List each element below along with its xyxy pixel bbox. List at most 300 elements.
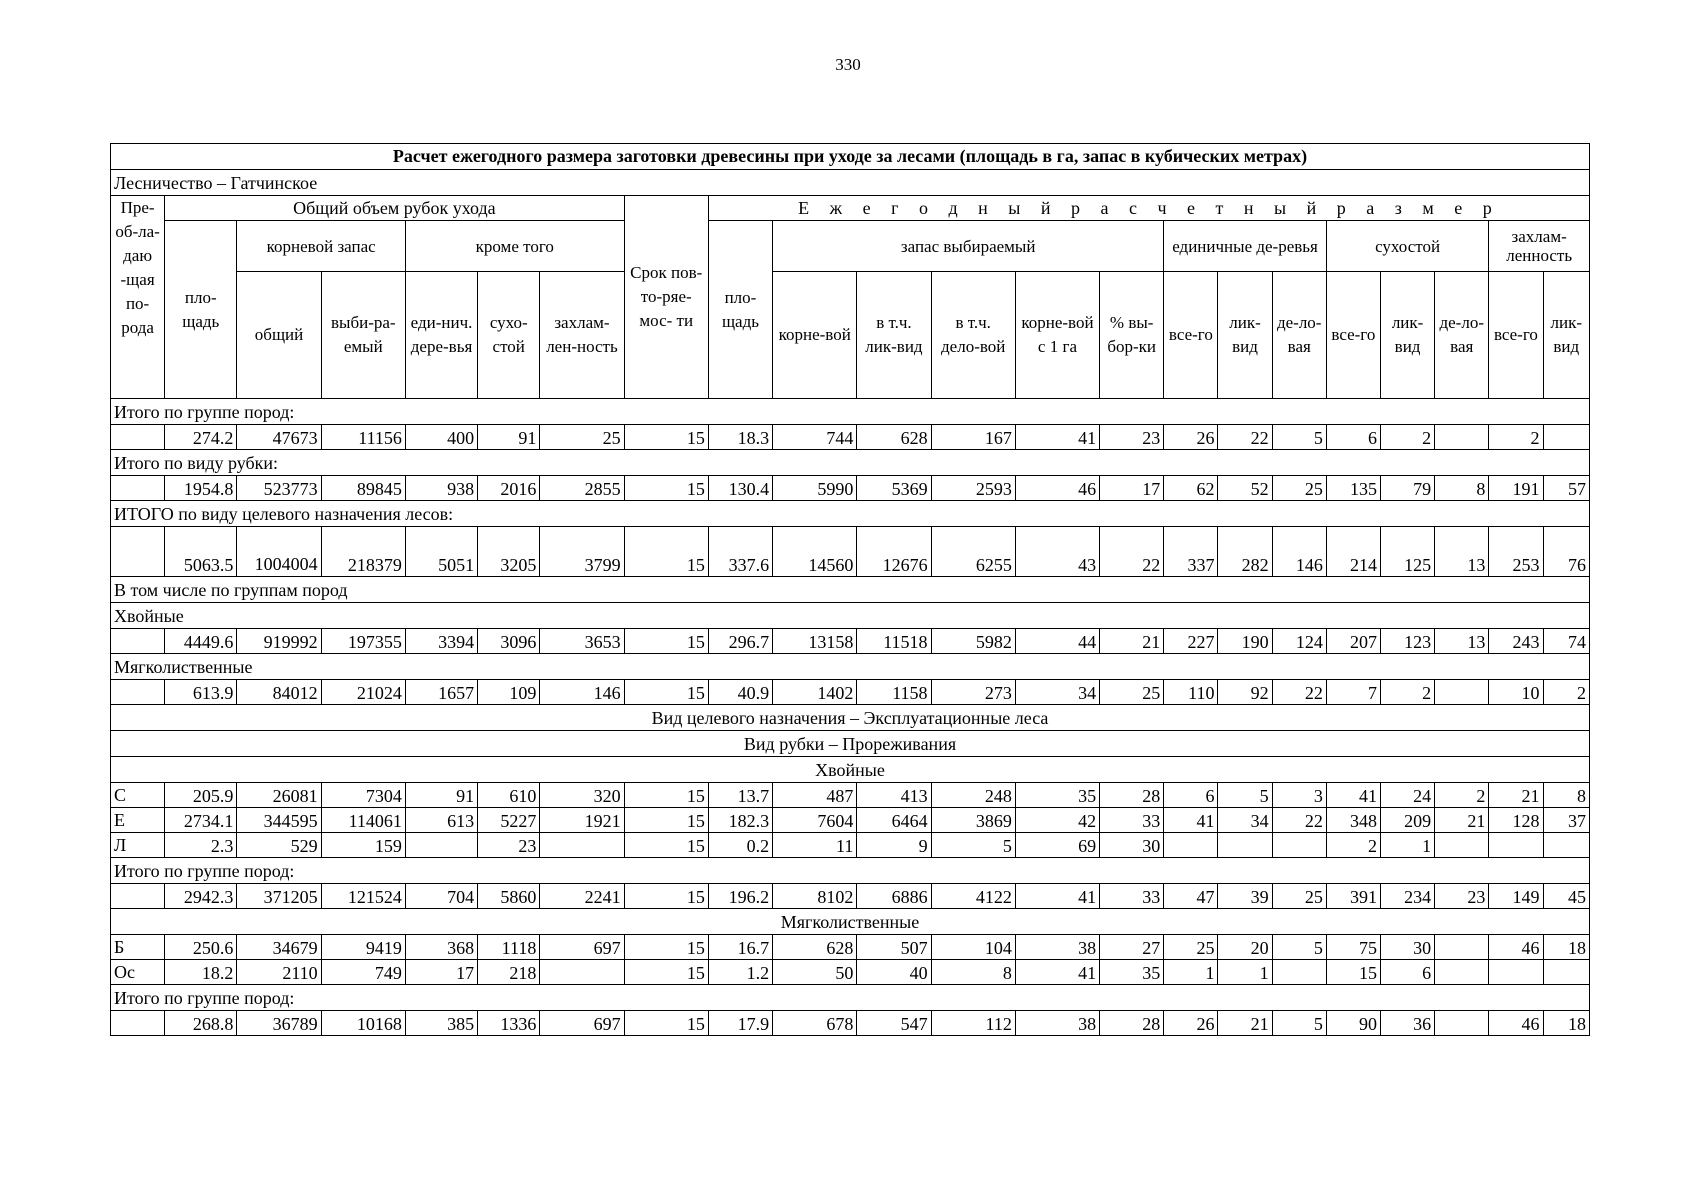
table-row	[111, 1011, 1590, 1036]
table-row	[111, 476, 1590, 501]
table-cell: 23	[1435, 884, 1489, 909]
table-cell: 44	[1015, 629, 1099, 654]
table-cell: 8	[1543, 783, 1590, 808]
species-cell: Б	[111, 935, 165, 960]
table-cell: 6255	[931, 527, 1015, 577]
table-cell	[1164, 833, 1218, 858]
table-cell: 1657	[405, 680, 477, 705]
table-cell: 613	[405, 808, 477, 833]
table-cell: 11156	[321, 425, 405, 450]
table-cell: 34	[1218, 808, 1272, 833]
table-cell: 487	[773, 783, 857, 808]
table-cell: 18	[1543, 935, 1590, 960]
table-cell: 344595	[237, 808, 321, 833]
table-cell: 28	[1100, 783, 1164, 808]
table-cell: 507	[857, 935, 931, 960]
subheader-single-business: де-ло-вая	[1272, 272, 1326, 399]
page-number: 330	[835, 55, 861, 74]
species-cell	[111, 425, 165, 450]
table-cell: 196.2	[708, 884, 772, 909]
table-cell	[1435, 935, 1489, 960]
table-cell: 52	[1218, 476, 1272, 501]
subheader-dead-business: де-ло-вая	[1435, 272, 1489, 399]
table-cell: 35	[1100, 960, 1164, 985]
subheader-root: корне-вой	[773, 272, 857, 399]
table-cell: 0.2	[708, 833, 772, 858]
subheader-pct-selected: % вы-бор-ки	[1100, 272, 1164, 399]
table-cell: 130.4	[708, 476, 772, 501]
table-cell: 253	[1489, 527, 1543, 577]
table-cell: 2	[1380, 425, 1434, 450]
table-cell: 28	[1100, 1011, 1164, 1036]
species-cell	[111, 527, 165, 577]
table-cell: 214	[1326, 527, 1380, 577]
subheader-selected: выби-ра-емый	[321, 272, 405, 399]
table-cell: 41	[1326, 783, 1380, 808]
table-cell: 27	[1100, 935, 1164, 960]
table-cell: 190	[1218, 629, 1272, 654]
table-cell: 21024	[321, 680, 405, 705]
table-cell: 69	[1015, 833, 1099, 858]
table-cell: 3799	[540, 527, 624, 577]
section-label: Хвойные	[111, 603, 1590, 629]
table-cell: 5	[1272, 935, 1326, 960]
table-cell: 21	[1100, 629, 1164, 654]
annual-size-header: Е ж е г о д н ы й р а с ч е т н ы й р а з м е р	[708, 196, 1589, 221]
table-cell: 8	[1435, 476, 1489, 501]
table-cell: 6	[1326, 425, 1380, 450]
table-cell: 17	[405, 960, 477, 985]
table-cell: 22	[1272, 680, 1326, 705]
table-cell: 2.3	[165, 833, 237, 858]
table-cell: 16.7	[708, 935, 772, 960]
table-cell	[1272, 833, 1326, 858]
table-cell: 6	[1380, 960, 1434, 985]
table-cell: 33	[1100, 808, 1164, 833]
species-cell: Е	[111, 808, 165, 833]
table-cell	[1435, 680, 1489, 705]
table-cell: 57	[1543, 476, 1590, 501]
table-cell: 76	[1543, 527, 1590, 577]
table-cell: 1118	[478, 935, 540, 960]
table-cell: 125	[1380, 527, 1434, 577]
table-cell: 20	[1218, 935, 1272, 960]
table-cell: 1158	[857, 680, 931, 705]
table-cell: 296.7	[708, 629, 772, 654]
table-cell: 697	[540, 935, 624, 960]
table-row	[111, 935, 1590, 960]
table-cell: 938	[405, 476, 477, 501]
table-cell: 2110	[237, 960, 321, 985]
table-cell: 2	[1489, 425, 1543, 450]
table-cell: 167	[931, 425, 1015, 450]
table-cell: 22	[1100, 527, 1164, 577]
table-cell: 50	[773, 960, 857, 985]
table-cell: 159	[321, 833, 405, 858]
table-cell: 209	[1380, 808, 1434, 833]
table-cell: 18.2	[165, 960, 237, 985]
table-cell: 41	[1015, 884, 1099, 909]
table-cell: 6886	[857, 884, 931, 909]
forestry-label: Лесничество – Гатчинское	[111, 170, 1590, 196]
table-cell: 2	[1435, 783, 1489, 808]
table-cell: 79	[1380, 476, 1434, 501]
table-cell: 10	[1489, 680, 1543, 705]
table-cell: 7	[1326, 680, 1380, 705]
table-cell: 18	[1543, 1011, 1590, 1036]
table-cell: 348	[1326, 808, 1380, 833]
table-cell: 2	[1380, 680, 1434, 705]
table-cell: 13.7	[708, 783, 772, 808]
table-cell: 39	[1218, 884, 1272, 909]
table-cell: 5	[931, 833, 1015, 858]
table-cell: 523773	[237, 476, 321, 501]
subheader-dead-total: все-го	[1326, 272, 1380, 399]
table-cell: 41	[1015, 960, 1099, 985]
table-cell: 8102	[773, 884, 857, 909]
table-cell: 46	[1489, 1011, 1543, 1036]
table-cell: 1921	[540, 808, 624, 833]
table-cell	[1435, 833, 1489, 858]
table-cell: 11518	[857, 629, 931, 654]
table-cell: 744	[773, 425, 857, 450]
table-cell	[1489, 833, 1543, 858]
table-cell: 91	[478, 425, 540, 450]
table-cell: 13	[1435, 629, 1489, 654]
species-cell	[111, 680, 165, 705]
table-cell: 15	[1326, 960, 1380, 985]
table-cell: 21	[1218, 1011, 1272, 1036]
table-cell: 628	[857, 425, 931, 450]
table-cell: 1	[1218, 960, 1272, 985]
table-row	[111, 527, 1590, 577]
table-cell: 1954.8	[165, 476, 237, 501]
table-cell: 2016	[478, 476, 540, 501]
table-cell: 9419	[321, 935, 405, 960]
table-cell: 13	[1435, 527, 1489, 577]
subheader-incl-business: в т.ч. дело-вой	[931, 272, 1015, 399]
table-cell: 104	[931, 935, 1015, 960]
table-cell: 91	[405, 783, 477, 808]
table-cell: 218379	[321, 527, 405, 577]
table-cell: 22	[1272, 808, 1326, 833]
table-cell: 7604	[773, 808, 857, 833]
table-cell: 320	[540, 783, 624, 808]
table-cell	[1489, 960, 1543, 985]
table-cell: 337	[1164, 527, 1218, 577]
table-cell: 15	[624, 833, 708, 858]
table-cell: 33	[1100, 884, 1164, 909]
table-cell: 15	[624, 527, 708, 577]
table-cell: 23	[478, 833, 540, 858]
table-cell: 149	[1489, 884, 1543, 909]
table-cell: 47	[1164, 884, 1218, 909]
table-cell: 15	[624, 1011, 708, 1036]
table-cell: 5	[1272, 1011, 1326, 1036]
table-cell: 30	[1100, 833, 1164, 858]
period-header: Срок пов- то-ряе-мос- ти	[624, 196, 708, 399]
species-cell	[111, 884, 165, 909]
table-cell	[1543, 960, 1590, 985]
table-cell: 3205	[478, 527, 540, 577]
table-cell: 5	[1272, 425, 1326, 450]
table-cell: 41	[1164, 808, 1218, 833]
table-cell: 218	[478, 960, 540, 985]
table-cell: 371205	[237, 884, 321, 909]
table-cell: 268.8	[165, 1011, 237, 1036]
selected-stock-header: запас выбираемый	[773, 221, 1164, 272]
table-cell: 74	[1543, 629, 1590, 654]
table-cell: 1	[1164, 960, 1218, 985]
species-cell	[111, 476, 165, 501]
table-cell: 234	[1380, 884, 1434, 909]
table-cell: 46	[1015, 476, 1099, 501]
table-cell: 207	[1326, 629, 1380, 654]
table-cell: 41	[1015, 425, 1099, 450]
table-cell: 15	[624, 884, 708, 909]
table-cell: 15	[624, 680, 708, 705]
species-cell: Ос	[111, 960, 165, 985]
table-cell: 368	[405, 935, 477, 960]
table-cell: 38	[1015, 1011, 1099, 1036]
subheader-litter: захлам-лен-ность	[540, 272, 624, 399]
table-cell: 34	[1015, 680, 1099, 705]
table-cell: 35	[1015, 783, 1099, 808]
table-cell: 62	[1164, 476, 1218, 501]
table-cell: 5051	[405, 527, 477, 577]
table-cell: 8	[931, 960, 1015, 985]
table-cell: 704	[405, 884, 477, 909]
subheader-single-total: все-го	[1164, 272, 1218, 399]
table-cell: 22	[1218, 425, 1272, 450]
table-cell: 25	[1272, 476, 1326, 501]
section-label: Итого по виду рубки:	[111, 450, 1590, 476]
table-cell: 90	[1326, 1011, 1380, 1036]
table-cell: 128	[1489, 808, 1543, 833]
subheader-dead-liquid: лик-вид	[1380, 272, 1434, 399]
table-cell: 114061	[321, 808, 405, 833]
table-cell: 25	[1100, 680, 1164, 705]
table-cell: 109	[478, 680, 540, 705]
table-cell: 282	[1218, 527, 1272, 577]
table-cell: 3	[1272, 783, 1326, 808]
table-cell: 5	[1218, 783, 1272, 808]
table-cell: 610	[478, 783, 540, 808]
table-cell: 5369	[857, 476, 931, 501]
table-cell: 15	[624, 629, 708, 654]
table-row	[111, 833, 1590, 858]
table-cell: 21	[1489, 783, 1543, 808]
table-cell: 1402	[773, 680, 857, 705]
table-cell: 9	[857, 833, 931, 858]
table-cell: 3394	[405, 629, 477, 654]
table-row	[111, 783, 1590, 808]
table-cell: 400	[405, 425, 477, 450]
table-cell: 11	[773, 833, 857, 858]
total-volume-header: Общий объем рубок ухода	[165, 196, 624, 221]
subheader-dry: сухо-стой	[478, 272, 540, 399]
table-cell: 678	[773, 1011, 857, 1036]
table-cell: 1336	[478, 1011, 540, 1036]
table-cell: 40	[857, 960, 931, 985]
table-cell: 15	[624, 476, 708, 501]
subheader-litter-total: все-го	[1489, 272, 1543, 399]
table-cell: 4122	[931, 884, 1015, 909]
subheader-root-per-ha: корне-вой с 1 га	[1015, 272, 1099, 399]
table-cell: 248	[931, 783, 1015, 808]
table-cell: 146	[540, 680, 624, 705]
table-cell: 110	[1164, 680, 1218, 705]
species-cell: Л	[111, 833, 165, 858]
table-cell	[540, 960, 624, 985]
table-cell: 12676	[857, 527, 931, 577]
table-cell: 46	[1489, 935, 1543, 960]
table-cell: 5990	[773, 476, 857, 501]
table-cell: 38	[1015, 935, 1099, 960]
section-label: Итого по группе пород:	[111, 858, 1590, 884]
table-cell: 1004004	[237, 527, 321, 577]
litter-header: захлам-ленность	[1489, 221, 1590, 272]
table-cell: 2	[1543, 680, 1590, 705]
table-cell: 15	[624, 808, 708, 833]
table-row	[111, 808, 1590, 833]
table-cell: 547	[857, 1011, 931, 1036]
table-cell: 26	[1164, 425, 1218, 450]
table-row	[111, 960, 1590, 985]
table-cell: 2855	[540, 476, 624, 501]
table-cell: 25	[540, 425, 624, 450]
table-cell	[1543, 833, 1590, 858]
table-cell: 2734.1	[165, 808, 237, 833]
subheader-single: еди-нич. дере-вья	[405, 272, 477, 399]
table-cell: 6464	[857, 808, 931, 833]
table-cell: 273	[931, 680, 1015, 705]
subheader-single-liquid: лик-вид	[1218, 272, 1272, 399]
section-heading: Мягколиственные	[111, 909, 1590, 935]
table-row	[111, 425, 1590, 450]
section-label: В том числе по группам пород	[111, 577, 1590, 603]
table-cell: 3653	[540, 629, 624, 654]
table-cell: 3869	[931, 808, 1015, 833]
table-cell: 205.9	[165, 783, 237, 808]
table-cell: 2241	[540, 884, 624, 909]
section-label: Мягколиственные	[111, 654, 1590, 680]
table-cell: 123	[1380, 629, 1434, 654]
table-cell: 25	[1272, 884, 1326, 909]
table-cell: 274.2	[165, 425, 237, 450]
table-cell: 529	[237, 833, 321, 858]
table-cell: 26081	[237, 783, 321, 808]
table-cell: 17.9	[708, 1011, 772, 1036]
table-cell: 34679	[237, 935, 321, 960]
table-cell: 25	[1164, 935, 1218, 960]
table-cell: 89845	[321, 476, 405, 501]
table-cell: 6	[1164, 783, 1218, 808]
table-cell: 92	[1218, 680, 1272, 705]
table-cell: 5227	[478, 808, 540, 833]
section-label: Итого по группе пород:	[111, 399, 1590, 425]
table-cell: 391	[1326, 884, 1380, 909]
table-cell: 191	[1489, 476, 1543, 501]
single-trees-header: единичные де-ревья	[1164, 221, 1327, 272]
subheader-incl-liquid: в т.ч. лик-вид	[857, 272, 931, 399]
table-cell: 697	[540, 1011, 624, 1036]
table-cell: 1.2	[708, 960, 772, 985]
species-cell	[111, 1011, 165, 1036]
species-cell	[111, 629, 165, 654]
table-cell: 2942.3	[165, 884, 237, 909]
table-cell: 2	[1326, 833, 1380, 858]
table-cell: 13158	[773, 629, 857, 654]
table-cell: 17	[1100, 476, 1164, 501]
table-cell: 18.3	[708, 425, 772, 450]
section-heading: Вид рубки – Прореживания	[111, 731, 1590, 757]
table-row	[111, 884, 1590, 909]
section-label: Итого по группе пород:	[111, 985, 1590, 1011]
table-cell: 24	[1380, 783, 1434, 808]
table-cell: 919992	[237, 629, 321, 654]
table-title: Расчет ежегодного размера заготовки древесины при уходе за лесами (площадь в га, запас в кубических метрах)	[111, 144, 1590, 170]
deadwood-header: сухостой	[1326, 221, 1489, 272]
table-cell: 40.9	[708, 680, 772, 705]
table-cell: 628	[773, 935, 857, 960]
table-row	[111, 680, 1590, 705]
table-cell: 5860	[478, 884, 540, 909]
subheader-litter-liquid: лик-вид	[1543, 272, 1590, 399]
table-cell	[1218, 833, 1272, 858]
table-cell: 15	[624, 935, 708, 960]
besides-header: кроме того	[405, 221, 624, 272]
table-cell: 243	[1489, 629, 1543, 654]
table-cell: 75	[1326, 935, 1380, 960]
table-cell: 337.6	[708, 527, 772, 577]
table-cell: 21	[1435, 808, 1489, 833]
table-cell: 112	[931, 1011, 1015, 1036]
table-cell: 749	[321, 960, 405, 985]
table-cell: 15	[624, 425, 708, 450]
table-row	[111, 629, 1590, 654]
harvest-table	[110, 143, 1590, 1036]
table-cell	[1435, 1011, 1489, 1036]
table-cell: 413	[857, 783, 931, 808]
table-cell: 3096	[478, 629, 540, 654]
table-cell: 1	[1380, 833, 1434, 858]
table-cell: 227	[1164, 629, 1218, 654]
table-cell: 45	[1543, 884, 1590, 909]
table-cell: 30	[1380, 935, 1434, 960]
table-cell: 197355	[321, 629, 405, 654]
area-header: пло-щадь	[165, 221, 237, 399]
table-cell: 182.3	[708, 808, 772, 833]
species-cell: С	[111, 783, 165, 808]
table-cell: 43	[1015, 527, 1099, 577]
table-cell: 146	[1272, 527, 1326, 577]
table-cell: 121524	[321, 884, 405, 909]
table-cell	[405, 833, 477, 858]
species-column-header: Пре-об-ла-даю -щая по-рода	[111, 196, 165, 399]
table-cell: 2593	[931, 476, 1015, 501]
section-heading: Вид целевого назначения – Эксплуатационные леса	[111, 705, 1590, 731]
table-cell: 36	[1380, 1011, 1434, 1036]
table-cell: 613.9	[165, 680, 237, 705]
table-cell	[1272, 960, 1326, 985]
table-cell: 385	[405, 1011, 477, 1036]
table-cell: 15	[624, 960, 708, 985]
table-cell: 250.6	[165, 935, 237, 960]
table-cell: 36789	[237, 1011, 321, 1036]
table-cell: 10168	[321, 1011, 405, 1036]
table-cell: 15	[624, 783, 708, 808]
